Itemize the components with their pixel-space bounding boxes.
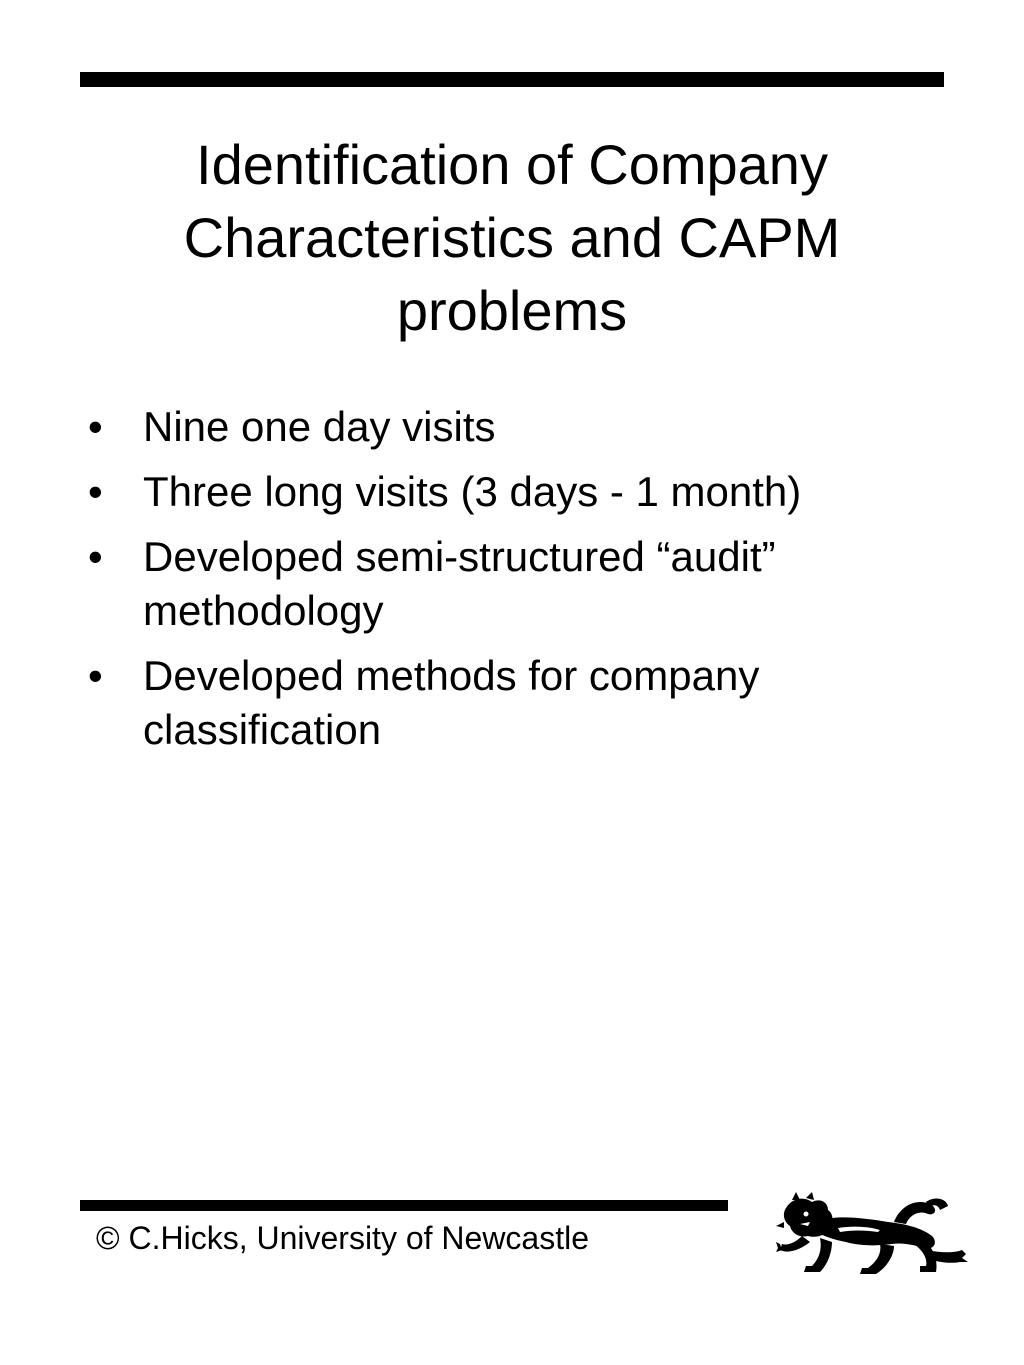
top-divider-rule xyxy=(80,72,944,87)
bullet-item-4 xyxy=(88,649,928,757)
slide-title-line-1: Identification of Company xyxy=(196,133,828,196)
bottom-divider-rule xyxy=(80,1200,728,1211)
bullet-item-1 xyxy=(88,400,928,454)
slide-title-line-3: problems xyxy=(396,279,628,342)
footer-copyright: © C.Hicks, University of Newcastle xyxy=(96,1220,590,1256)
bullet-dot: • xyxy=(88,468,103,515)
bullet-list xyxy=(88,400,928,768)
slide-title xyxy=(80,128,944,347)
bullet-dot: • xyxy=(88,403,103,450)
bullet-text: Three long visits (3 days - 1 month) xyxy=(143,468,802,515)
bullet-item-2 xyxy=(88,465,928,519)
bullet-text-line-2: classification xyxy=(143,706,382,753)
bullet-text-line-2: methodology xyxy=(143,587,384,634)
slide-title-line-2: Characteristics and CAPM xyxy=(183,206,841,269)
bullet-text-line-1: Developed methods for company xyxy=(143,652,760,699)
bullet-item-3 xyxy=(88,530,928,638)
bullet-dot: • xyxy=(88,533,103,580)
heraldic-lion-passant-icon xyxy=(776,1192,970,1276)
bullet-text-line-1: Developed semi-structured “audit” xyxy=(143,533,776,580)
bullet-text: Nine one day visits xyxy=(143,403,496,450)
bullet-dot: • xyxy=(88,652,103,699)
